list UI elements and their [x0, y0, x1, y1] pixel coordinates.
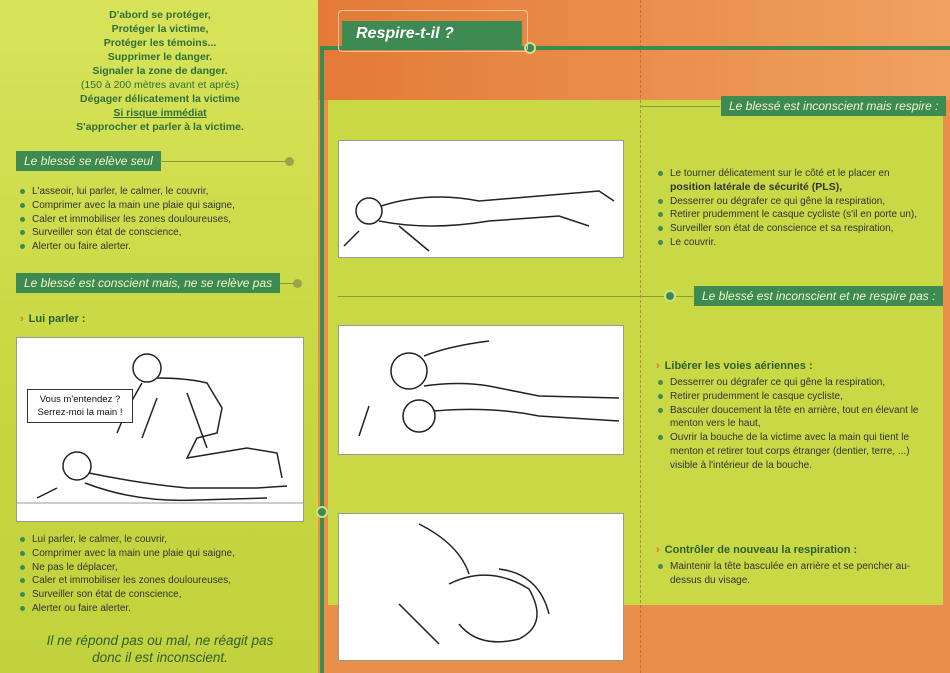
list-voies-aeriennes	[656, 376, 946, 473]
list-item: Desserrer ou dégrafer ce qui gêne la respiration,	[656, 376, 946, 390]
pls-illustration	[339, 141, 623, 257]
illustration-airway-opening	[338, 325, 624, 455]
list-item: Caler et immobiliser les zones douloureuses,	[18, 213, 308, 227]
list-item: Alerter ou faire alerter.	[18, 240, 308, 254]
list-respire	[656, 167, 941, 250]
list-conscient	[18, 533, 308, 616]
intro-line: (150 à 200 mètres avant et après)	[80, 79, 240, 91]
list-item: Desserrer ou dégrafer ce qui gêne la respiration,	[656, 195, 941, 209]
list-releve-seul	[18, 185, 308, 254]
banner-line	[280, 283, 298, 284]
illustration-pls-position	[338, 140, 624, 258]
airway-illustration	[339, 326, 623, 454]
intro-line: Protéger la victime,	[111, 23, 209, 35]
list-item: Retirer prudemment le casque cycliste (s'il en porte un),	[656, 208, 941, 222]
list-item: visible à l'intérieur de la bouche.	[670, 459, 812, 471]
list-item: Le tourner délicatement sur le côté et le placer en	[656, 167, 941, 181]
illustration-rescuer-speaking	[16, 337, 304, 522]
list-item: Caler et immobiliser les zones douloureuses,	[18, 574, 308, 588]
subheading-controler	[656, 544, 857, 556]
section-banner-conscient: Le blessé est conscient mais, ne se relève pas	[16, 273, 280, 293]
intro-line: Protéger les témoins...	[103, 37, 217, 49]
intro-line: Si risque immédiat	[113, 107, 207, 119]
intro-line: Signaler la zone de danger.	[92, 65, 228, 77]
illustration-breathing-check	[338, 513, 624, 661]
list-item: Comprimer avec la main une plaie qui saigne,	[18, 199, 308, 213]
subheading-label: Libérer les voies aériennes :	[664, 360, 813, 372]
list-controler	[656, 560, 946, 588]
rule-dot-icon	[316, 506, 328, 518]
list-item: menton vers le haut,	[670, 418, 761, 430]
intro-line: Dégager délicatement la victime	[80, 93, 240, 105]
arrow-right-icon: ›	[656, 360, 660, 372]
list-item: Comprimer avec la main une plaie qui saigne,	[18, 547, 308, 561]
vertical-rule	[320, 46, 324, 673]
intro-line: D'abord se protéger,	[109, 9, 211, 21]
banner-line	[640, 106, 720, 107]
list-item: Surveiller son état de conscience,	[18, 588, 308, 602]
intro-line: Supprimer le danger.	[107, 51, 213, 63]
conclusion-text	[20, 632, 300, 666]
speech-bubble	[27, 389, 133, 423]
subheading-lui-parler	[20, 313, 86, 325]
page-fold	[640, 0, 641, 673]
bubble-line: Vous m'entendez ?	[39, 394, 121, 405]
list-item: Le couvrir.	[656, 236, 941, 250]
list-item: menton et retirer tout corps étranger (dentier, terre, ...)	[670, 445, 910, 457]
list-item-emphasis: position latérale de sécurité (PLS),	[670, 180, 843, 193]
conclusion-line: donc il est inconscient.	[92, 650, 228, 665]
arrow-right-icon: ›	[20, 313, 24, 325]
rule-dot-icon	[664, 290, 676, 302]
list-item: Surveiller son état de conscience et sa respiration,	[656, 222, 941, 236]
rescuer-illustration	[17, 338, 303, 521]
breathing-illustration	[339, 514, 623, 660]
section-banner-respire: Le blessé est inconscient mais respire :	[721, 96, 946, 116]
section-banner-releve-seul: Le blessé se relève seul	[16, 151, 161, 171]
list-item: Lui parler, le calmer, le couvrir,	[18, 533, 308, 547]
list-item: dessus du visage.	[670, 574, 751, 586]
banner-line	[160, 161, 290, 162]
list-item: Retirer prudemment le casque cycliste,	[656, 390, 946, 404]
page-title: Respire-t-il ?	[342, 21, 522, 49]
banner-line	[338, 296, 693, 297]
list-item: L'asseoir, lui parler, le calmer, le couvrir,	[18, 185, 308, 199]
list-item: Surveiller son état de conscience,	[18, 226, 308, 240]
list-item: Basculer doucement la tête en arrière, tout en élevant le	[656, 404, 946, 418]
bubble-line: Serrez-moi la main !	[37, 407, 123, 418]
list-item: Maintenir la tête basculée en arrière et se pencher au-	[656, 560, 946, 574]
subheading-label: Lui parler :	[28, 313, 86, 325]
arrow-right-icon: ›	[656, 544, 660, 556]
intro-text	[60, 8, 260, 134]
section-banner-ne-respire-pas: Le blessé est inconscient et ne respire pas :	[694, 286, 943, 306]
conclusion-line: Il ne répond pas ou mal, ne réagit pas	[46, 633, 274, 648]
list-item: Alerter ou faire alerter.	[18, 602, 308, 616]
subheading-label: Contrôler de nouveau la respiration :	[664, 544, 858, 556]
intro-line: S'approcher et parler à la victime.	[76, 121, 244, 133]
subheading-voies-aeriennes	[656, 360, 813, 372]
list-item: Ne pas le déplacer,	[18, 561, 308, 575]
list-item: Ouvrir la bouche de la victime avec la main qui tient le	[656, 431, 946, 445]
